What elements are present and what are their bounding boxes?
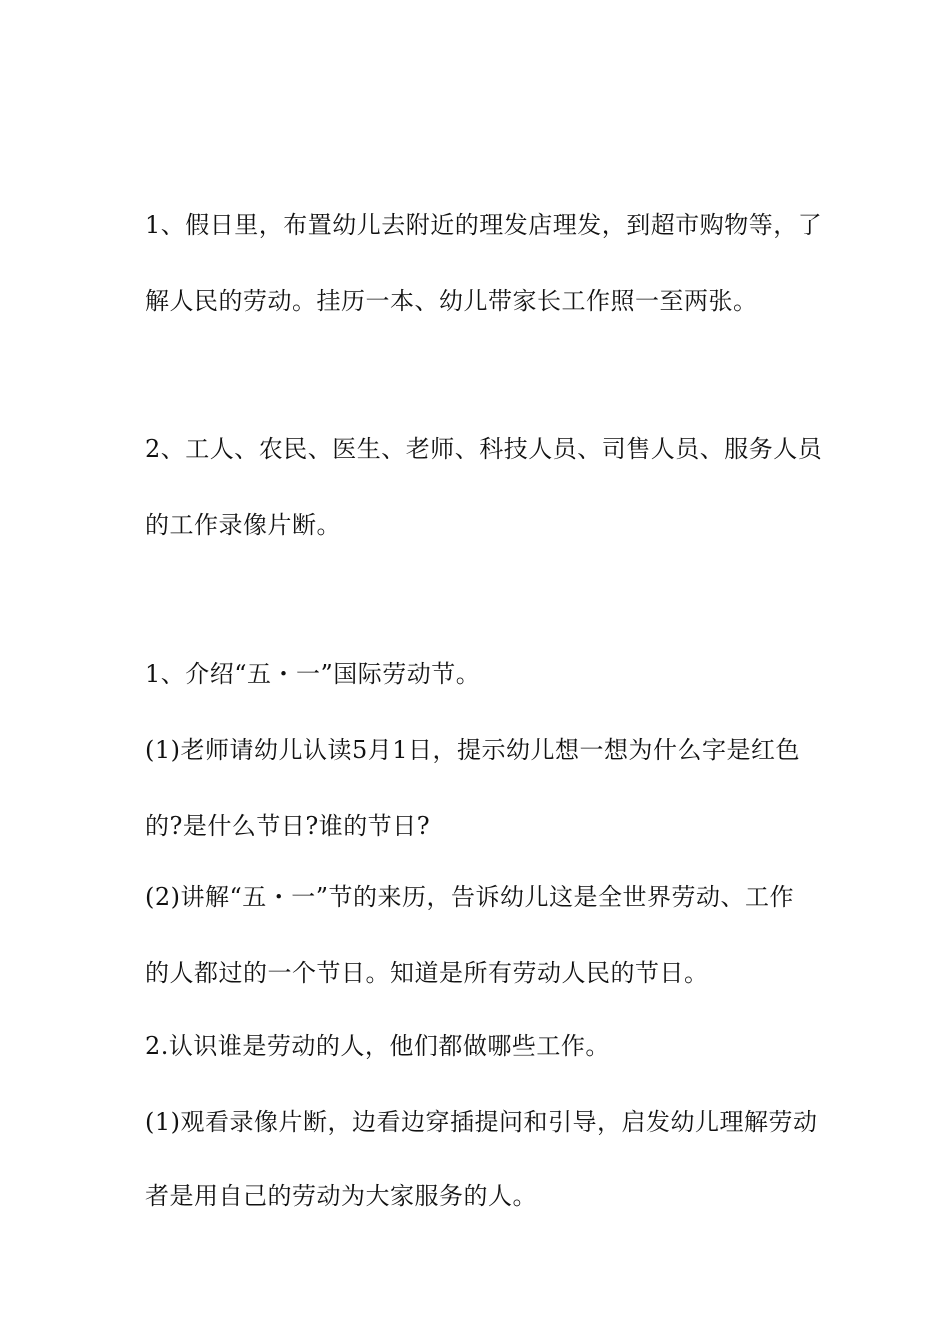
process-step-2-line-1: (2)讲解“五・一”节的来历，告诉幼儿这是全世界劳动、工作 bbox=[145, 883, 795, 911]
process-heading-1: 1、介绍“五・一”国际劳动节。 bbox=[145, 660, 481, 688]
preparation-item-2-line-1: 2、工人、农民、医生、老师、科技人员、司售人员、服务人员 bbox=[145, 435, 823, 463]
process-step-1-line-2: 的?是什么节日?谁的节日? bbox=[145, 812, 431, 840]
process-heading-2: 2.认识谁是劳动的人，他们都做哪些工作。 bbox=[145, 1032, 610, 1060]
preparation-item-2-line-2: 的工作录像片断。 bbox=[145, 511, 341, 539]
process-step-2-line-2: 的人都过的一个节日。知道是所有劳动人民的节日。 bbox=[145, 959, 709, 987]
preparation-item-1-line-1: 1、假日里，布置幼儿去附近的理发店理发，到超市购物等，了 bbox=[145, 211, 823, 239]
process-step-3-line-2: 者是用自己的劳动为大家服务的人。 bbox=[145, 1182, 537, 1210]
process-step-3-line-1: (1)观看录像片断，边看边穿插提问和引导，启发幼儿理解劳动 bbox=[145, 1108, 818, 1136]
process-step-1-line-1: (1)老师请幼儿认读5月1日，提示幼儿想一想为什么字是红色 bbox=[145, 736, 801, 764]
preparation-item-1-line-2: 解人民的劳动。挂历一本、幼儿带家长工作照一至两张。 bbox=[145, 287, 758, 315]
